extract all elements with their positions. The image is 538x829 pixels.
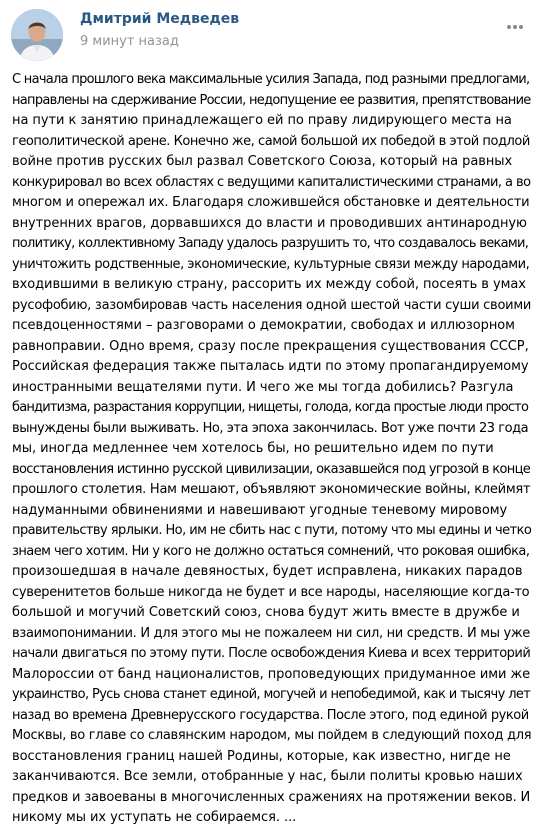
- post-header: [11, 9, 529, 61]
- avatar[interactable]: [11, 9, 63, 61]
- post-text-line: геополитической арене. Конечно же, самой большой их победой в этой подлой: [12, 133, 530, 149]
- post-text-line: знаем чего хотим. Ни у кого не должно остаться сомнений, что роковая ошибка,: [12, 543, 530, 559]
- post-text-line: войне против русских был развал Советского Союза, который на равных: [12, 154, 513, 169]
- post-text-line: на пути к занятию принадлежащего ей по праву лидирующего места на: [12, 113, 512, 128]
- post-text-line: начали двигаться по этому пути. После освобождения Киева и всех территорий: [12, 646, 531, 661]
- post-text-line: предков и завоеваны в многочисленных сражениях на протяжении веков. И: [12, 789, 531, 805]
- post-text-line: никому мы их уступать не собираемся. ...: [12, 810, 297, 825]
- post-text-line: уничтожить родственные, экономические, культурные связи между народами,: [12, 256, 530, 272]
- post-text-line: большой и могучий Советский союз, снова будут жить вместе в дружбе и: [12, 605, 520, 620]
- post-text-line: конкурировал во всех областях с ведущими капиталистическими странами, а во: [12, 174, 531, 190]
- author-name[interactable]: Дмитрий Медведев: [80, 11, 240, 27]
- post-text-line: Малороссии от банд националистов, проповедующих придуманное ими же: [12, 666, 531, 682]
- more-options-button[interactable]: [503, 15, 527, 39]
- post-text-line: направлены на сдерживание России, недопущение ее развития, препятствование: [12, 92, 531, 108]
- post-text-line: заканчиваются. Все земли, отобранные у нас, были политы кровью наших: [12, 769, 523, 784]
- post-text-line: входившими в великую страну, рассорить их между собой, посеять в умах: [12, 277, 526, 292]
- post-text-line: назад во времена Древнерусского государства. После этого, под единой рукой: [12, 707, 529, 723]
- post-text-line: произошедшая в начале девяностых, будет исправлена, никаких парадов: [12, 564, 523, 579]
- post-text-line: Москвы, во главе со славянским народом, мы пойдем в следующий поход для: [12, 728, 532, 743]
- post-text-line: прошлого столетия. Нам мешают, объявляют экономические войны, клеймят: [12, 482, 531, 497]
- post-time[interactable]: 9 минут назад: [80, 34, 179, 49]
- post-text-line: С начала прошлого века максимальные усилия Запада, под разными предлогами,: [12, 72, 530, 87]
- post-text-line: восстановления истинно русской цивилизации, оказавшейся под угрозой в конце: [12, 461, 531, 477]
- post-text-line: равноправии. Одно время, сразу после прекращения существования СССР,: [12, 338, 529, 354]
- post-text-line: политику, коллективному Западу удалось разрушить то, что создавалось веками,: [12, 236, 529, 251]
- post-text-line: псевдоценностями – разговорами о демократии, свободах и иллюзорном: [12, 318, 515, 333]
- post-text: [12, 70, 531, 829]
- post-text-line: украинство, Русь снова станет единой, могучей и непобедимой, как и тысячу лет: [12, 687, 531, 702]
- avatar-photo: [11, 9, 63, 61]
- post-text-line: внутренних врагов, дорвавшихся до власти и проводивших антинародную: [12, 215, 527, 231]
- post-text-line: суверенитетов больше никогда не будет и все народы, населяющие когда-то: [12, 584, 530, 600]
- post-text-line: взаимопонимании. И для этого мы не пожалеем ни сил, ни средств. И мы уже: [12, 625, 530, 641]
- post-text-line: мы, иногда медленнее чем хотелось бы, но решительно идем по пути: [12, 441, 494, 456]
- post-text-line: многом и опережал их. Благодаря сложившейся обстановке и деятельности: [12, 195, 530, 210]
- more-horizontal-icon: [506, 24, 524, 30]
- post-text-line: русофобию, зазомбировав часть населения одной шестой части суши своими: [12, 297, 532, 313]
- post-text-line: Российская федерация также пыталась идти по этому пропагандируемому: [12, 359, 529, 374]
- post-text-line: иностранными вещателями пути. И чего же мы тогда добились? Разгула: [12, 379, 514, 395]
- post-text-line: надуманными обвинениями и навешивают угодные теневому мировому: [12, 502, 508, 518]
- post-text-line: вынуждены были выживать. Но, эта эпоха закончилась. Вот уже почти 23 года: [12, 420, 529, 436]
- post-text-line: восстановления границ нашей Родины, которые, как известно, нигде не: [12, 748, 511, 764]
- post-text-line: бандитизма, разрастания коррупции, нищеты, голода, когда простые люди просто: [12, 400, 529, 415]
- post-text-line: правительству ярлыки. Но, им не сбить нас с пути, потому что мы едины и четко: [12, 523, 532, 538]
